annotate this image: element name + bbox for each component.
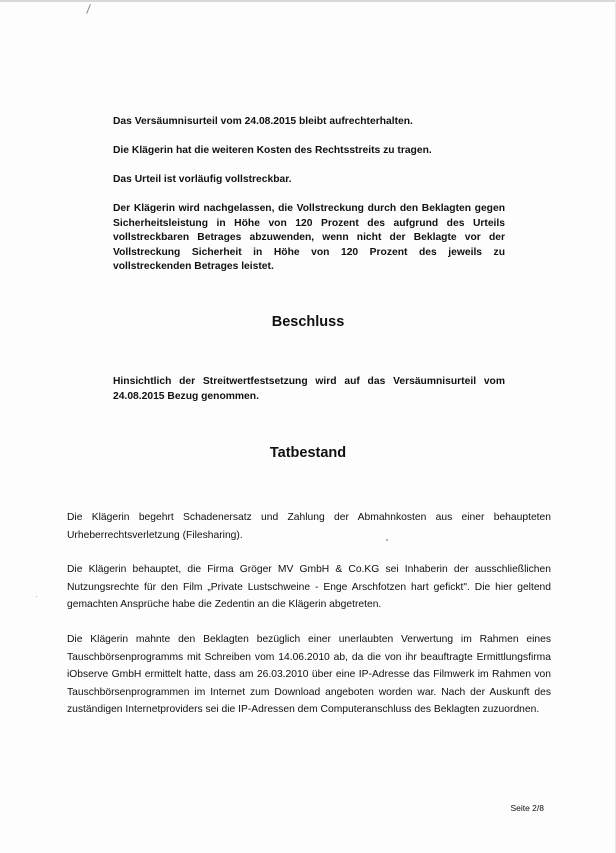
scan-top-edge <box>0 0 616 2</box>
operative-paragraph-2: Die Klägerin hat die weiteren Kosten des Rechtsstreits zu tragen. <box>113 145 432 156</box>
beschluss-text: Hinsichtlich der Streitwertfestsetzung wird auf das Versäumnisurteil vom 24.08.2015 Bezug genommen. <box>113 376 505 402</box>
tatbestand-paragraph-1: Die Klägerin begehrt Schadenersatz und Zahlung der Abmahnkosten aus einer behaupteten Urheberrechtsverletzung (Filesharing). <box>67 512 551 541</box>
scan-speck <box>36 596 37 597</box>
beschluss-heading: Beschluss <box>271 314 345 330</box>
tatbestand-heading: Tatbestand <box>269 445 347 461</box>
scan-speck <box>386 539 388 541</box>
operative-paragraph-3: Das Urteil ist vorläufig vollstreckbar. <box>113 174 292 185</box>
operative-paragraph-4: Der Klägerin wird nachgelassen, die Vollstreckung durch den Beklagten gegen Sicherheitsleistung in Höhe von 120 Prozent des aufgrund des Urteils vollstreckbaren Betrages abzuwenden, wenn nicht der Beklagte vor der Vollstreckung Sicherheit in Höhe von 120 Prozent des jeweils zu vollstreckenden Betrages leistet. <box>113 203 505 272</box>
tatbestand-paragraph-2: Die Klägerin behauptet, die Firma Gröger MV GmbH & Co.KG sei Inhaberin der ausschließlichen Nutzungsrechte für den Film „Private Lustschweine - Enge Arschfotzen hart gefickt". Die hier geltend gemachten Ansprüche habe die Zedentin an die Klägerin abgetreten. <box>67 564 551 610</box>
page-number: Seite 2/8 <box>510 803 544 813</box>
tatbestand-paragraph-3: Die Klägerin mahnte den Beklagten bezüglich einer unerlaubten Verwertung im Rahmen eines Tauschbörsenprogramms mit Schreiben vom 14.06.2010 ab, da die von ihr beauftragte Ermittlungsfirma iObserve GmbH ermittelt hatte, dass am 26.03.2010 über eine IP-Adresse das Filmwerk im Rahmen von Tauschbörsenprogrammen im Internet zum Download angeboten worden war. Nach der Auskunft des zuständigen Internetproviders sei die IP-Adressen dem Computeranschluss des Beklagten zuzuordnen. <box>67 634 551 715</box>
operative-paragraph-1: Das Versäumnisurteil vom 24.08.2015 bleibt aufrechterhalten. <box>113 116 413 127</box>
scan-mark <box>86 4 91 14</box>
